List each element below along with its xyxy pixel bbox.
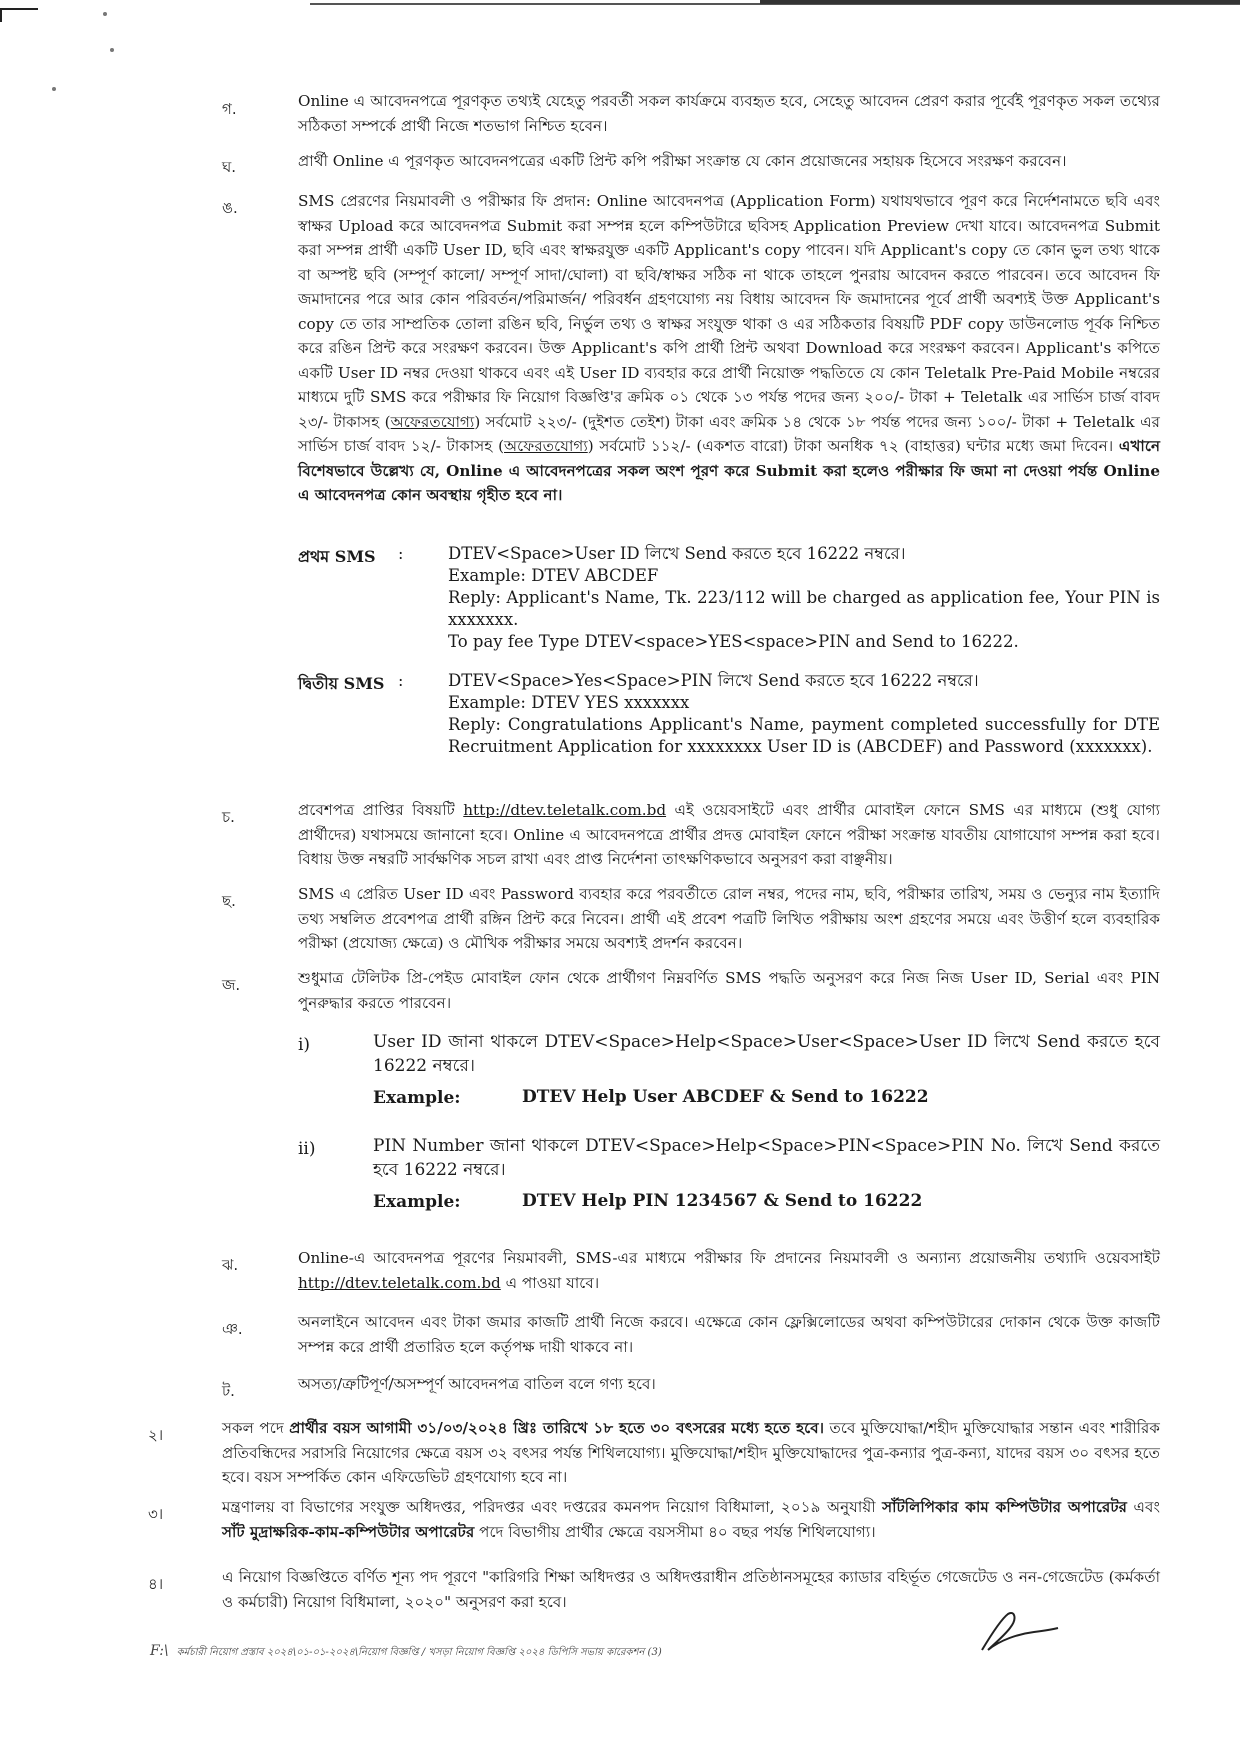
scan-speck <box>110 48 114 52</box>
item-text: প্রার্থী Online এ পূরণকৃত আবেদনপত্রের একটি প্রিন্ট কপি পরীক্ষা সংক্রান্ত যে কোন প্রয়োজনের সহায়ক হিসেবে সংরক্ষণ করবেন। <box>298 152 1067 170</box>
item-text: SMS প্রেরণের নিয়মাবলী ও পরীক্ষার ফি প্রদান: Online আবেদনপত্র (Application Form) যথাযথভাবে পূরণ করে নির্দেশনামতে ছবি এবং স্বাক্ষর Upload করে আবেদনপত্র Submit করা সম্পন্ন হলে কম্পিউটারে ছবিসহ Application Preview দেখা যাবে। আবেদনপত্র Submit করা সম্পন্ন প্রার্থী একটি User ID, ছবি এবং স্বাক্ষরযুক্ত একটি Applicant's copy পাবেন। যদি Applicant's copy তে কোন ভুল তথ্য থাকে বা অস্পষ্ট ছবি (সম্পূর্ণ কালো/ সম্পূর্ণ সাদা/ঘোলা) বা ছবি/স্বাক্ষর সঠিক না থাকে তাহলে পুনরায় আবেদন করতে পারবেন। তবে আবেদন ফি জমাদানের পরে আর কোন পরিবর্তন/পরিমার্জন/ পরিবর্ধন গ্রহণযোগ্য নয় বিধায় আবেদন ফি জমাদানের পূর্বে প্রার্থী অবশ্যই উক্ত Applicant's copy তে তার সাম্প্রতিক তোলা রঙিন ছবি, নির্ভুল তথ্য ও স্বাক্ষর সংযুক্ত থাকা ও এর সঠিকতার বিষয়টি PDF copy ডাউনলোড পূর্বক নিশ্চিত করে রঙিন প্রিন্ট করে সংরক্ষণ করবেন। উক্ত Applicant's কপি প্রার্থী প্রিন্ট অথবা Download করে সংরক্ষণ করবেন। Applicant's কপিতে একটি User ID নম্বর দেওয়া থাকবে এবং এই User ID ব্যবহার করে প্রার্থী নিয়োক্ত পদ্ধতিতে যে কোন Teletalk Pre-Paid Mobile নম্বরের মাধ্যমে দুটি SMS করে পরীক্ষার ফি নিয়োগ বিজ্ঞপ্তি'র ক্রমিক ০১ থেকে ১৩ পর্যন্ত পদের জন্য ২০০/- টাকা + Teletalk এর সার্ভিস চার্জ বাবদ ২৩/- টাকাসহ (অফেরতযোগ্য) সর্বমোট ২২৩/- (দুইশত তেইশ) টাকা এবং ক্রমিক ১৪ থেকে ১৮ পর্যন্ত পদের জন্য ১০০/- টাকা + Teletalk এর সার্ভিস চার্জ বাবদ ১২/- টাকাসহ (অফেরতযোগ্য) সর্বমোট ১১২/- (একশত বারো) টাকা অনধিক ৭২ (বাহাত্তর) ঘন্টার মধ্যে জমা দিবেন। এখানে বিশেষভাবে উল্লেখ্য যে, Online এ আবেদনপত্রের সকল অংশ পূরণ করে Submit করা হলেও পরীক্ষার ফি জমা না দেওয়া পর্যন্ত Online এ আবেদনপত্র কোন অবস্থায় গৃহীত হবে না। <box>298 192 1161 504</box>
item-text: অসত্য/ত্রুটিপূর্ণ/অসম্পূর্ণ আবেদনপত্র বাতিল বলে গণ্য হবে। <box>298 1375 656 1393</box>
sms-first-label: প্রথম SMS <box>298 547 376 566</box>
sub-item-label: i) <box>298 1035 311 1055</box>
sub-item-text: PIN Number জানা থাকলে DTEV<Space>Help<Space>PIN<Space>PIN No. লিখে Send করতে হবে 16222 নম্বরে। <box>373 1136 1160 1180</box>
sms-line: Reply: Applicant's Name, Tk. 223/112 will be charged as application fee, Your PIN is xxxxxxx. <box>448 588 1160 629</box>
item-text: শুধুমাত্র টেলিটক প্রি-পেইড মোবাইল ফোন থেকে প্রার্থীগণ নিম্নবর্ণিত SMS পদ্ধতি অনুসরণ করে নিজ নিজ User ID, Serial এবং PIN পুনরুদ্ধার করতে পারবেন। <box>298 969 1160 1012</box>
sms-line: Example: DTEV YES xxxxxxx <box>448 693 690 712</box>
footer-file-path: F:\ কর্মচারী নিয়োগ প্রস্তাব ২০২৪\০১-০১-২০২৪\নিয়োগ বিজ্ঞপ্তি / খসড়া নিয়োগ বিজ্ঞপ্তি ২০২৪ ডিপিসি সভায় কারেকশন (3) <box>150 1643 662 1659</box>
sms-first-body <box>448 543 1160 653</box>
scan-edge-mark <box>0 8 38 10</box>
item-label: গ. <box>222 100 237 118</box>
sub-item-text: User ID জানা থাকলে DTEV<Space>Help<Space>User<Space>User ID লিখে Send করতে হবে 16222 নম্বরে। <box>373 1032 1160 1076</box>
section-number: ২। <box>148 1426 164 1444</box>
sms-second-label: দ্বিতীয় SMS <box>298 674 385 693</box>
section-text: সকল পদে প্রার্থীর বয়স আগামী ৩১/০৩/২০২৪ খ্রিঃ তারিখে ১৮ হতে ৩০ বৎসরের মধ্যে হতে হবে। তবে মুক্তিযোদ্ধা/শহীদ মুক্তিযোদ্ধার সন্তান এবং শারীরিক প্রতিবন্ধিদের সরাসরি নিয়োগের ক্ষেত্রে বয়স ৩২ বৎসর পর্যন্ত শিথিলযোগ্য। মুক্তিযোদ্ধা/শহীদ মুক্তিযোদ্ধাদের পুত্র-কন্যার পুত্র-কন্যা, যাদের বয়স ৩০ বৎসর হতে হবে। বয়স সম্পর্কিত কোন এফিডেভিট গ্রহণযোগ্য হবে না। <box>222 1419 1160 1486</box>
item-text: Online-এ আবেদনপত্র পূরণের নিয়মাবলী, SMS-এর মাধ্যমে পরীক্ষার ফি প্রদানের নিয়মাবলী ও অন্যান্য প্রয়োজনীয় তথ্যাদি ওয়েবসাইট http://dtev.teletalk.com.bd এ পাওয়া যাবে। <box>298 1249 1160 1292</box>
item-label: ছ. <box>222 892 236 910</box>
scan-speck <box>103 12 107 16</box>
item-label: চ. <box>222 808 235 826</box>
item-label: ঞ. <box>222 1320 243 1338</box>
sms-line: Reply: Congratulations Applicant's Name, payment completed successfully for DTE Recruitment Application for xxxxxxxx User ID is (ABCDEF) and Password (xxxxxxx). <box>448 715 1160 756</box>
section-number: ৩। <box>148 1505 164 1523</box>
item-label: ঝ. <box>222 1256 239 1274</box>
scan-edge-mark <box>0 8 2 22</box>
item-text: SMS এ প্রেরিত User ID এবং Password ব্যবহার করে পরবর্তীতে রোল নম্বর, পদের নাম, ছবি, পরীক্ষার তারিখ, সময় ও ভেন্যুর নাম ইত্যাদি তথ্য সম্বলিত প্রবেশপত্র প্রার্থী রঙ্গিন প্রিন্ট করে নিবেন। প্রার্থী এই প্রবেশ পত্রটি লিখিত পরীক্ষায় অংশ গ্রহণের সময়ে এবং উত্তীর্ণ হলে ব্যবহারিক পরীক্ষা (প্রযোজ্য ক্ষেত্রে) ও মৌখিক পরীক্ষার সময়ে অবশ্যই প্রদর্শন করবেন। <box>298 885 1160 952</box>
sms-line: DTEV<Space>User ID লিখে Send করতে হবে 16222 নম্বরে। <box>448 544 906 563</box>
item-label: ঙ. <box>222 199 238 217</box>
sms-colon: : <box>398 671 404 690</box>
section-text: এ নিয়োগ বিজ্ঞপ্তিতে বর্ণিত শূন্য পদ পূরণে "কারিগরি শিক্ষা অধিদপ্তর ও অধিদপ্তরাধীন প্রতিষ্ঠানসমূহের ক্যাডার বহির্ভূত গেজেটেড ও নন-গেজেটেড (কর্মকর্তা ও কর্মচারী) নিয়োগ বিধিমালা, ২০২০" অনুসরণ করা হবে। <box>222 1568 1160 1611</box>
item-label: জ. <box>222 976 241 994</box>
item-text: অনলাইনে আবেদন এবং টাকা জমার কাজটি প্রার্থী নিজে করবে। এক্ষেত্রে কোন ফ্লেক্সিলোডের অথবা কম্পিউটারের দোকান থেকে উক্ত কাজটি সম্পন্ন করে প্রার্থী প্রতারিত হলে কর্তৃপক্ষ দায়ী থাকবে না। <box>298 1313 1160 1356</box>
item-text: Online এ আবেদনপত্রে পূরণকৃত তথ্যই যেহেতু পরবর্তী সকল কার্যক্রমে ব্যবহৃত হবে, সেহেতু আবেদন প্রেরণ করার পূর্বেই পূরণকৃত সকল তথ্যের সঠিকতা সম্পর্কে প্রার্থী নিজে শতভাগ নিশ্চিত হবেন। <box>298 92 1160 135</box>
example-label: Example: <box>373 1088 461 1108</box>
sms-line: Example: DTEV ABCDEF <box>448 566 659 585</box>
item-label: ঘ. <box>222 158 237 176</box>
example-value: DTEV Help PIN 1234567 & Send to 16222 <box>522 1191 923 1211</box>
website-link[interactable]: http://dtev.teletalk.com.bd <box>298 1273 501 1292</box>
section-number: ৪। <box>148 1575 164 1593</box>
section-text: মন্ত্রণালয় বা বিভাগের সংযুক্ত অধিদপ্তর, পরিদপ্তর এবং দপ্তরের কমনপদ নিয়োগ বিধিমালা, ২০১৯ অনুযায়ী সাঁটলিপিকার কাম কম্পিউটার অপারেটর এবং সাঁট মুদ্রাক্ষরিক-কাম-কম্পিউটার অপারেটর পদে বিভাগীয় প্রার্থীর ক্ষেত্রে বয়সসীমা ৪০ বছর পর্যন্ত শিথিলযোগ্য। <box>222 1498 1160 1541</box>
website-link[interactable]: http://dtev.teletalk.com.bd <box>463 801 667 819</box>
signature-mark <box>978 1610 1060 1656</box>
example-value: DTEV Help User ABCDEF & Send to 16222 <box>522 1087 929 1107</box>
sub-item-label: ii) <box>298 1139 316 1159</box>
sms-colon: : <box>398 544 404 563</box>
sms-second-body <box>448 670 1160 758</box>
scan-speck <box>52 87 56 91</box>
example-label: Example: <box>373 1192 461 1212</box>
sms-line: To pay fee Type DTEV<space>YES<space>PIN and Send to 16222. <box>448 632 1019 651</box>
item-label: ট. <box>222 1382 235 1400</box>
scan-edge-line <box>760 0 1240 4</box>
item-text: প্রবেশপত্র প্রাপ্তির বিষয়টি http://dtev.teletalk.com.bd এই ওয়েবসাইটে এবং প্রার্থীর মোবাইল ফোনে SMS এর মাধ্যমে (শুধু যোগ্য প্রার্থীদের) যথাসময়ে জানানো হবে। Online এ আবেদনপত্রে প্রার্থীর প্রদত্ত মোবাইল ফোনে পরীক্ষা সংক্রান্ত যাবতীয় যোগাযোগ সম্পন্ন করা হবে। বিধায় উক্ত নম্বরটি সার্বক্ষণিক সচল রাখা এবং প্রাপ্ত নির্দেশনা তাৎক্ষণিকভাবে অনুসরণ করা বাঞ্ছনীয়। <box>298 801 1160 868</box>
sms-line: DTEV<Space>Yes<Space>PIN লিখে Send করতে হবে 16222 নম্বরে। <box>448 671 979 690</box>
